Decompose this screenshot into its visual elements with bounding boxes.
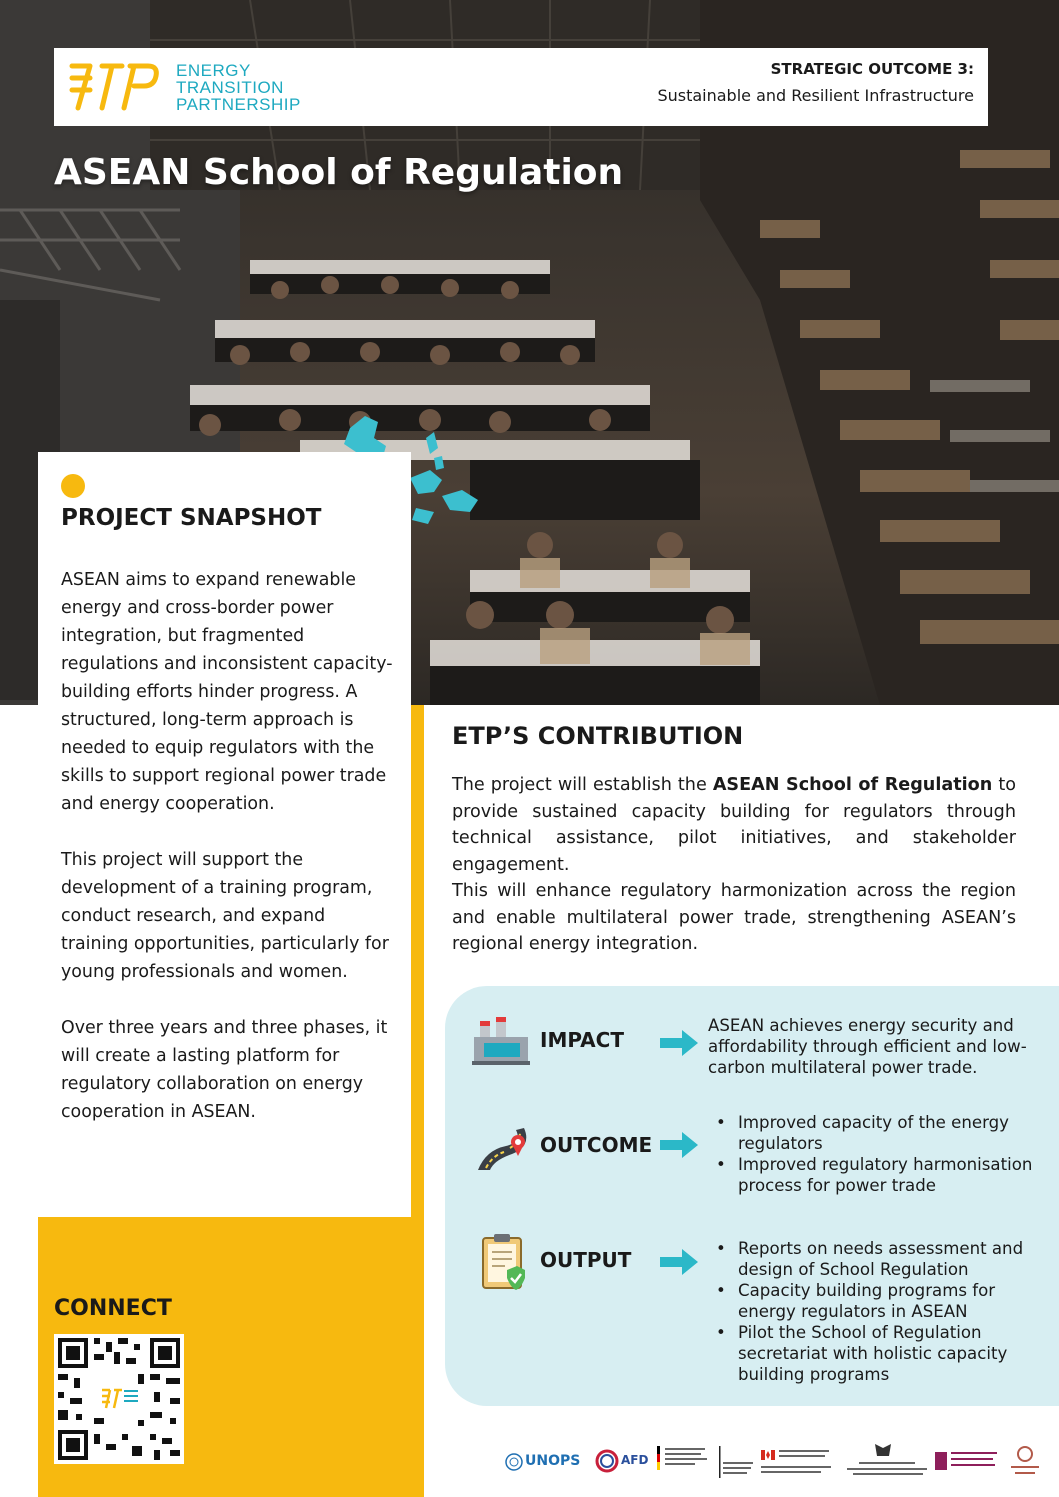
snapshot-paragraph: ASEAN aims to expand renewable energy and cross-border power integration, but fragmented regulations and inconsistent capacity-building efforts hinder progress. A structured, long-term approach is needed to equip regulators with the skills to support regional power trade and energy cooperation. bbox=[61, 570, 393, 814]
list-item: • Pilot the School of Regulation secretariat with holistic capacity building programs bbox=[708, 1322, 1038, 1385]
logo-wordmark bbox=[176, 62, 301, 113]
contribution-heading: ETP’S CONTRIBUTION bbox=[452, 722, 744, 750]
contribution-paragraph-2: This will enhance regulatory harmonization across the region and enable multilateral power trade, strengthening ASEAN’s regional energy integration. bbox=[452, 881, 1016, 954]
canada-logo-icon bbox=[759, 1446, 839, 1478]
afd-logo: AFD bbox=[621, 1453, 649, 1467]
logo-line-3: PARTNERSHIP bbox=[176, 95, 301, 114]
australian-government-logo-icon bbox=[843, 1442, 929, 1482]
ciff-logo-icon bbox=[933, 1446, 1003, 1478]
list-item: • Improved capacity of the energy regulators bbox=[708, 1112, 1038, 1154]
logo-line-2: TRANSITION bbox=[176, 78, 284, 97]
partner-logos bbox=[505, 1442, 1045, 1482]
project-snapshot-card bbox=[38, 452, 411, 1217]
factory-icon bbox=[470, 1013, 532, 1065]
strategic-outcome-subtitle: Sustainable and Resilient Infrastructure bbox=[657, 86, 974, 105]
arrow-right-icon bbox=[660, 1132, 698, 1158]
contribution-paragraph-1 bbox=[452, 772, 1016, 878]
road-pin-icon bbox=[472, 1120, 532, 1172]
snapshot-body bbox=[61, 566, 396, 1154]
clipboard-check-icon bbox=[481, 1232, 527, 1292]
output-label: OUTPUT bbox=[540, 1248, 632, 1272]
german-ministry-logo-icon bbox=[655, 1444, 715, 1480]
qr-code-icon bbox=[54, 1334, 184, 1464]
contribution-bold-text: ASEAN School of Regulation bbox=[712, 775, 993, 795]
page-title: ASEAN School of Regulation bbox=[54, 152, 624, 193]
snapshot-paragraph: Over three years and three phases, it will create a lasting platform for regulatory collaboration on energy cooperation in ASEAN. bbox=[61, 1018, 388, 1122]
list-item: • Capacity building programs for energy regulators in ASEAN bbox=[708, 1280, 1038, 1322]
contribution-text: The project will establish the bbox=[452, 775, 713, 795]
list-item: • Reports on needs assessment and design of School Regulation bbox=[708, 1238, 1038, 1280]
snapshot-heading: PROJECT SNAPSHOT bbox=[61, 505, 322, 531]
impact-text: ASEAN achieves energy security and affordability through efficient and low-carbon multilateral power trade. bbox=[708, 1016, 1027, 1077]
arrow-right-icon bbox=[660, 1030, 698, 1056]
yellow-dot-icon bbox=[61, 474, 85, 498]
snapshot-paragraph: This project will support the development of a training program, conduct research, and expand training opportunities, particularly for young professionals and women. bbox=[61, 850, 389, 982]
contribution-body bbox=[452, 772, 1016, 958]
results-panel bbox=[445, 986, 1059, 1406]
outcome-label: OUTCOME bbox=[540, 1133, 653, 1157]
un-emblem-icon bbox=[505, 1453, 523, 1471]
connect-heading: CONNECT bbox=[54, 1296, 172, 1321]
arrow-right-icon bbox=[660, 1249, 698, 1275]
logo-line-1: ENERGY bbox=[176, 61, 251, 80]
uk-government-logo-icon bbox=[717, 1444, 757, 1480]
strategic-outcome-title: STRATEGIC OUTCOME 3: bbox=[770, 60, 974, 78]
sequoia-logo-icon bbox=[1007, 1444, 1043, 1480]
etp-logo-icon bbox=[68, 60, 160, 114]
impact-label: IMPACT bbox=[540, 1028, 624, 1052]
unops-logo: UNOPS bbox=[525, 1453, 581, 1469]
outcome-list bbox=[708, 1112, 1038, 1196]
list-item: • Improved regulatory harmonisation process for power trade bbox=[708, 1154, 1038, 1196]
qr-code[interactable] bbox=[54, 1334, 184, 1464]
afd-emblem-icon bbox=[595, 1449, 619, 1473]
contribution-text: to provide sustained capacity building for regulators through technical assistance, pilot initiatives, and stakeholder engagement. bbox=[452, 775, 1016, 875]
output-list bbox=[708, 1238, 1038, 1385]
header-bar bbox=[54, 48, 988, 126]
